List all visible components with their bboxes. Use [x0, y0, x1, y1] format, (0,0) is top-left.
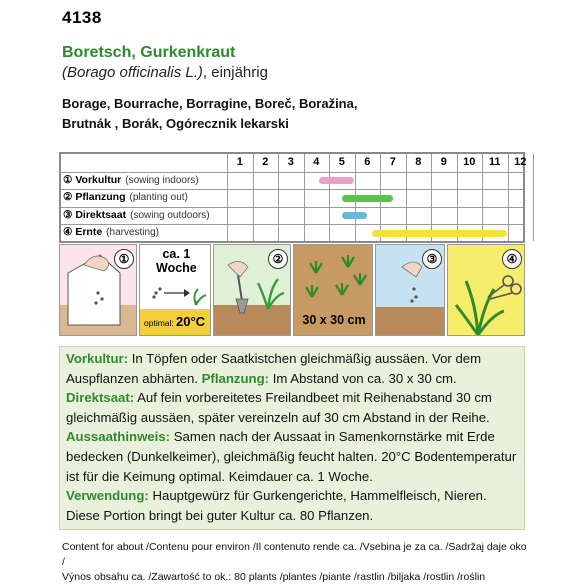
month-header-10: 10	[463, 156, 476, 168]
latin-name: (Borago officinalis L.)	[62, 64, 203, 81]
step-number-4: ④	[502, 249, 522, 269]
calendar-bar-1	[319, 177, 355, 184]
calendar-bar-3	[342, 212, 368, 219]
step-panel-spacing	[293, 244, 373, 336]
step-panel-germination	[139, 244, 211, 336]
row-english-label: (sowing indoors)	[125, 174, 199, 186]
grid-hline	[61, 189, 523, 190]
vorkultur-text: In Töpfen oder Saatkistchen gleichmäßig aussäen. Vor dem Auspflanzen abhärten.	[66, 351, 482, 386]
annual-label: , einjährig	[202, 64, 268, 81]
row-activity-label: ① Vorkultur	[63, 173, 122, 186]
pflanzung-heading: Pflanzung:	[201, 370, 270, 386]
row-english-label: (planting out)	[129, 192, 188, 204]
step-panel-harvesting	[447, 244, 525, 336]
grid-vline	[431, 154, 432, 241]
calendar-row-label-3	[63, 209, 210, 221]
row-activity-label: ④ Ernte	[63, 226, 103, 239]
step-number-1: ①	[114, 249, 134, 269]
verwendung-text: Hauptgewürz für Gurkengerichte, Hammelfleisch, Nieren.	[148, 488, 487, 504]
translations-line-1: Borage, Bourrache, Borragine, Boreč, Boražina,	[62, 96, 358, 111]
step-panel-sowing-indoors	[59, 244, 137, 336]
instructions-box	[59, 346, 525, 530]
temperature-value: 20°C	[176, 314, 206, 329]
portion-text: Diese Portion bringt bei guter Kultur ca. 80 Pflanzen.	[66, 507, 374, 523]
grid-vline	[304, 154, 305, 241]
month-header-6: 6	[364, 156, 371, 168]
product-name: Boretsch, Gurkenkraut	[62, 44, 236, 61]
direktsaat-text: Auf fein vorbereitetes Freilandbeet mit Reihenabstand 30 cm gleichmäßig aussäen, später vereinzeln auf 30 cm Abstand in der Reihe.	[66, 390, 492, 425]
grid-vline	[482, 154, 483, 241]
grid-vline	[253, 154, 254, 241]
grid-vline	[329, 154, 330, 241]
row-activity-label: ② Pflanzung	[63, 191, 126, 204]
month-header-3: 3	[287, 156, 294, 168]
aussaathinweis-text: Samen nach der Aussaat in Samenkornstärke mit Erde bedecken (Dunkelkeimer), gleichmäßig feucht halten. 20°C Bodentemperatur ist für die Keimung optimal. Keimdauer ca. 1 Woche.	[66, 429, 517, 484]
temperature-strip	[140, 309, 211, 336]
content-footer	[62, 540, 532, 585]
row-english-label: (sowing outdoors)	[130, 209, 210, 221]
grid-hline	[61, 207, 523, 208]
month-header-9: 9	[440, 156, 447, 168]
trowel-planting-illustration	[214, 245, 291, 336]
grid-vline	[457, 154, 458, 241]
month-header-4: 4	[313, 156, 320, 168]
outdoor-sowing-illustration	[376, 245, 445, 336]
month-header-12: 12	[514, 156, 527, 168]
grid-vline	[227, 154, 228, 241]
grid-vline	[508, 154, 509, 241]
calendar-bar-2	[342, 195, 393, 202]
month-header-11: 11	[488, 156, 501, 168]
row-activity-label: ③ Direktsaat	[63, 208, 127, 221]
aussaathinweis-heading: Aussaathinweis:	[66, 429, 171, 445]
harvest-scissors-illustration	[448, 245, 525, 336]
calendar-bar-4	[372, 230, 507, 237]
verwendung-heading: Verwendung:	[66, 488, 149, 504]
calendar-row-label-4	[63, 226, 159, 238]
grid-hline	[61, 172, 523, 173]
grid-hline	[61, 224, 523, 225]
step-panel-sowing-outdoors	[375, 244, 445, 336]
month-header-8: 8	[415, 156, 422, 168]
grid-vline	[278, 154, 279, 241]
row-english-label: (harvesting)	[106, 227, 159, 239]
calendar-row-label-2	[63, 191, 188, 203]
month-header-1: 1	[236, 156, 243, 168]
step-number-2: ②	[268, 249, 288, 269]
pflanzung-text: Im Abstand von ca. 30 x 30 cm.	[269, 370, 457, 386]
step-panel-planting-out	[213, 244, 291, 336]
month-header-2: 2	[262, 156, 269, 168]
sowing-calendar	[59, 152, 525, 243]
calendar-row-label-1	[63, 174, 199, 186]
vorkultur-heading: Vorkultur:	[66, 351, 129, 366]
footer-line-1: Content for about /Contenu pour environ /Il contenuto rende ca. /Vsebina je za ca. /Sadržaj daje oko /	[62, 541, 527, 568]
month-header-5: 5	[338, 156, 345, 168]
week-label-2: Woche	[156, 261, 197, 275]
optimal-label: optimal:	[144, 318, 174, 328]
spacing-label: 30 x 30 cm	[302, 313, 366, 327]
grid-vline	[406, 154, 407, 241]
footer-line-2: Výnos obsahu ca. /Zawartość to ok.: 80 plants /plantes /piante /rastlin /biljaka /rostlin /roślin	[62, 571, 486, 583]
grid-vline	[533, 154, 534, 241]
translations-line-2: Brutnák , Borák, Ogórecznik lekarski	[62, 116, 289, 131]
month-header-7: 7	[389, 156, 396, 168]
product-code: 4138	[62, 8, 102, 27]
week-label-1: ca. 1	[162, 247, 191, 261]
pot-sowing-illustration	[60, 245, 137, 336]
direktsaat-heading: Direktsaat:	[66, 390, 135, 406]
step-number-3: ③	[422, 249, 442, 269]
latin-name-line	[62, 64, 268, 81]
